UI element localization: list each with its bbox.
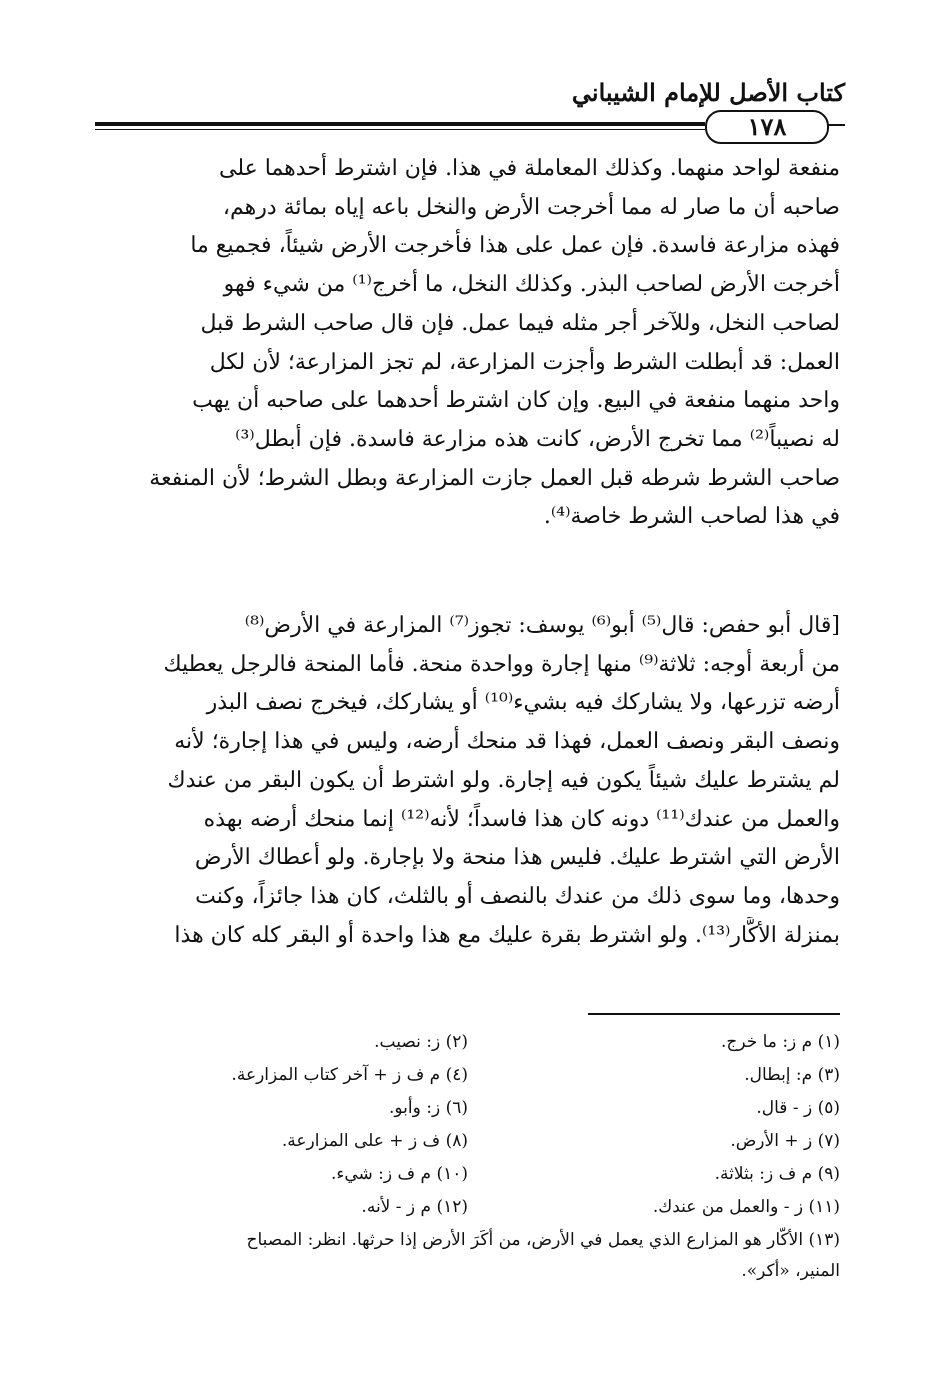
footnote-row [95, 1191, 840, 1224]
header-rule-thick [95, 122, 705, 126]
text-line: الأرض التي اشترط عليك. فليس هذا منحة ولا بإجارة. ولو أعطاك الأرض [194, 845, 840, 871]
footnote-13-line: (١٣) الأكّار هو المزارع الذي يعمل في الأرض، من أكَرَ الأرض إذا حرثها. انظر: المصباح [246, 1230, 840, 1250]
header-rule-thin [95, 129, 705, 130]
footnote-13 [95, 1225, 840, 1287]
text-line: له نصيباً⁽²⁾ مما تخرج الأرض، كانت هذه مزارعة فاسدة. فإن أبطل⁽³⁾ [235, 426, 840, 452]
footnote-row [95, 1125, 840, 1158]
footnote-5: (٥) ز - قال. [756, 1098, 840, 1118]
footnotes [95, 1026, 840, 1287]
text-line: منفعة لواحد منهما. وكذلك المعاملة في هذا. فإن اشترط أحدهما على [219, 156, 840, 181]
text-line: صاحبه أن ما صار له مما أخرجت الأرض والنخل باعه إياه بمائة درهم، [222, 194, 840, 220]
text-line: العمل: قد أبطلت الشرط وأجزت المزارعة، لم تجز المزارعة؛ لأن لكل [209, 349, 840, 375]
footnote-7: (٧) ز + الأرض. [730, 1131, 840, 1151]
text-line: أخرجت الأرض لصاحب البذر. وكذلك النخل، ما أخرج⁽¹⁾ من شيء فهو [223, 272, 840, 298]
text-line: فهذه مزارعة فاسدة. فإن عمل على هذا فأخرجت الأرض شيئاً، فجميع ما [190, 233, 840, 259]
paragraph-2 [95, 607, 840, 955]
footnote-13-line: المنير، «أكر». [741, 1261, 840, 1281]
text-line: صاحب الشرط شرطه قبل العمل جازت المزارعة وبطل الشرط؛ لأن المنفعة [149, 465, 840, 491]
text-line: لم يشترط عليك شيئاً يكون فيه إجارة. ولو اشترط أن يكون البقر من عندك [167, 767, 840, 793]
text-line: بمنزلة الأكَّار⁽¹³⁾. ولو اشترط بقرة عليك مع هذا واحدة أو البقر كله كان هذا [174, 922, 840, 948]
text-line: لصاحب النخل، وللآخر أجر مثله فيما عمل. فإن قال صاحب الشرط قبل [200, 310, 840, 336]
text-line: ونصف البقر ونصف العمل، فهذا قد منحك أرضه، وليس في هذا إجارة؛ لأنه [174, 729, 840, 755]
footnote-9: (٩) م ف ز: بثلاثة. [714, 1164, 840, 1184]
footnote-6: (٦) ز: وأبو. [388, 1098, 468, 1118]
text-line: [قال أبو حفص: قال⁽⁵⁾ أبو⁽⁶⁾ يوسف: تجوز⁽⁷⁾ المزارعة في الأرض⁽⁸⁾ [244, 613, 840, 638]
footnote-row [95, 1092, 840, 1125]
footnote-10: (١٠) م ف ز: شيء. [330, 1164, 468, 1184]
footnote-12: (١٢) م ز - لأنه. [361, 1197, 468, 1217]
footnote-row [95, 1059, 840, 1092]
footnote-11: (١١) ز - والعمل من عندك. [652, 1197, 840, 1217]
footnote-2: (٢) ز: نصيب. [374, 1032, 468, 1052]
header-rule-right [827, 124, 845, 126]
footnote-separator [588, 1013, 840, 1015]
footnote-4: (٤) م ف ز + آخر كتاب المزارعة. [231, 1065, 468, 1085]
footnote-3: (٣) م: إبطال. [744, 1065, 840, 1085]
footnote-row [95, 1026, 840, 1059]
text-line: واحد منهما منفعة في البيع. وإن كان اشترط أحدهما على صاحبه أن يهب [192, 388, 840, 414]
footnote-row [95, 1158, 840, 1191]
text-line: أرضه تزرعها، ولا يشاركك فيه بشيء⁽¹⁰⁾ أو يشاركك، فيخرج نصف البذر [206, 690, 840, 716]
page-number: ١٧٨ [705, 110, 829, 144]
footnote-1: (١) م ز: ما خرج. [720, 1032, 840, 1052]
text-line: وحدها، وما سوى ذلك من عندك بالنصف أو بالثلث، كان هذا جائزاً، وكنت [195, 883, 840, 909]
text-line: في هذا لصاحب الشرط خاصة⁽⁴⁾. [543, 504, 840, 530]
text-line: من أربعة أوجه: ثلاثة⁽⁹⁾ منها إجارة وواحدة منحة. فأما المنحة فالرجل يعطيك [163, 651, 840, 677]
paragraph-1 [95, 150, 840, 537]
footnote-8: (٨) ف ز + على المزارعة. [281, 1131, 468, 1151]
text-line: والعمل من عندك⁽¹¹⁾ دونه كان هذا فاسداً؛ لأنه⁽¹²⁾ إنما منحك أرضه بهذه [203, 806, 840, 832]
running-header-title: كتاب الأصل للإمام الشيباني [571, 78, 845, 107]
